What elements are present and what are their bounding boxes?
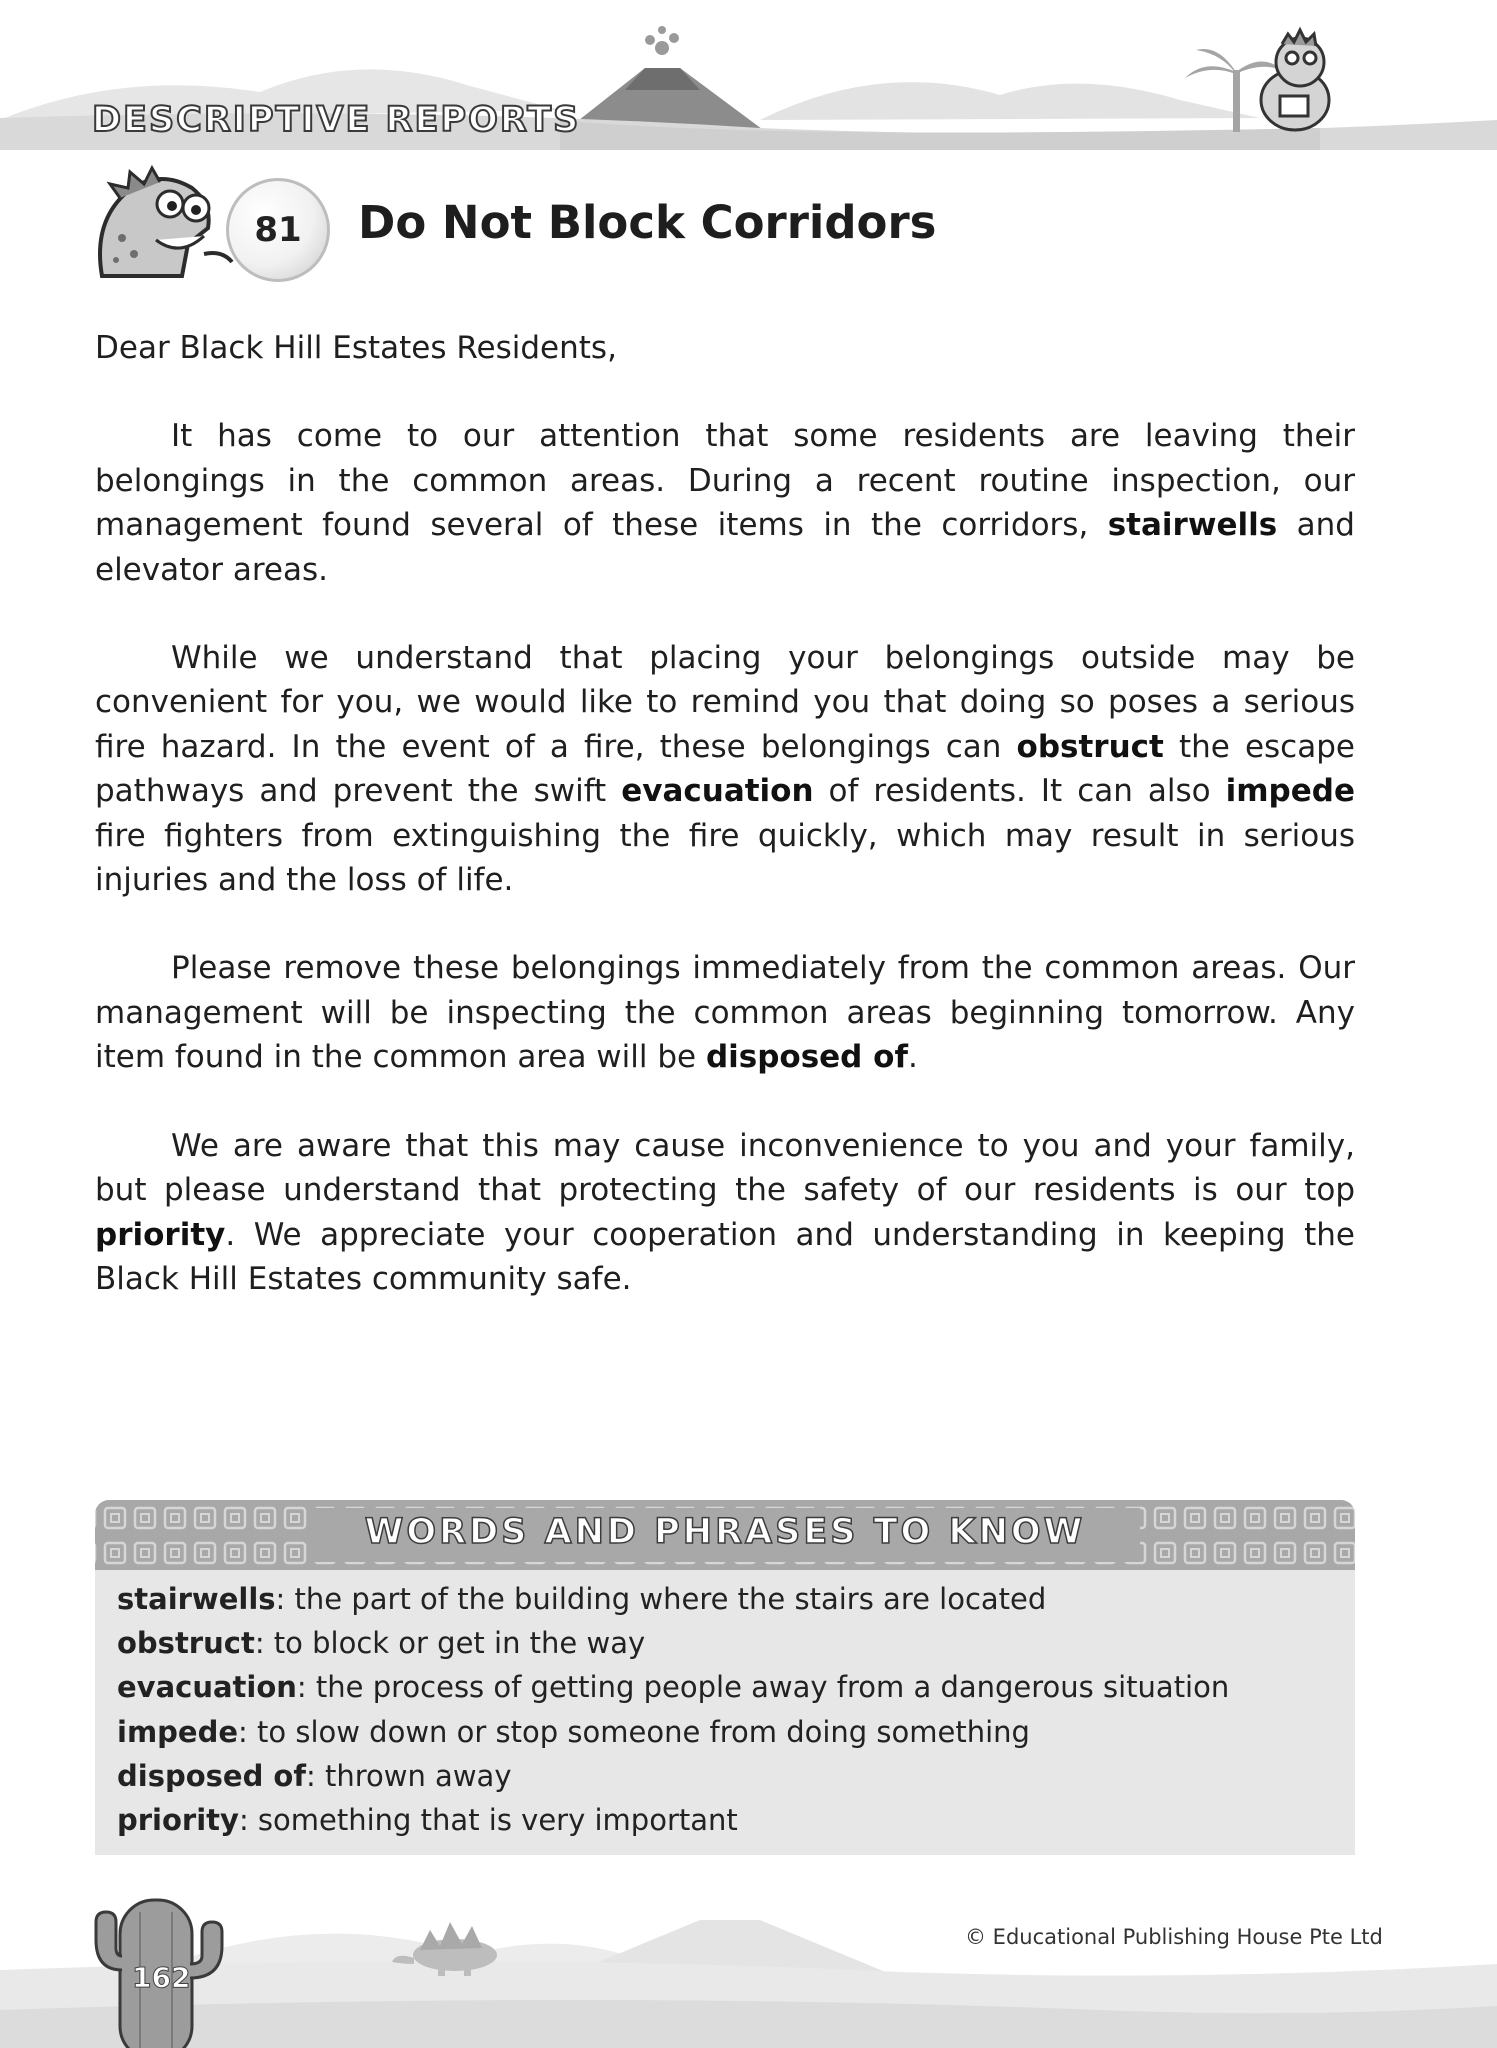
letter-paragraph (95, 636, 1355, 902)
keyword: stairwells (1107, 507, 1278, 544)
dinosaur-mascot-icon (1261, 30, 1329, 130)
vocabulary-list (117, 1577, 1337, 1842)
dinosaur-mascot-icon (92, 158, 242, 288)
page-title: Do Not Block Corridors (358, 196, 937, 249)
keyword: disposed of (705, 1039, 908, 1076)
vocabulary-definition: : thrown away (305, 1758, 512, 1793)
vocabulary-item (117, 1754, 1337, 1798)
letter-body (95, 326, 1355, 1345)
letter-salutation: Dear Black Hill Estates Residents, (95, 330, 617, 366)
copyright-notice: © Educational Publishing House Pte Ltd (965, 1925, 1383, 1949)
paragraph-text: We are aware that this may cause inconvenience to you and your family, but please understand that protecting the safety of our residents is our top (95, 1127, 1355, 1209)
vocabulary-definition: : to block or get in the way (254, 1626, 646, 1661)
vocabulary-term: obstruct (117, 1626, 255, 1661)
vocabulary-heading: WORDS AND PHRASES TO KNOW (364, 1512, 1086, 1552)
letter-paragraph (95, 946, 1355, 1079)
paragraph-text: It has come to our attention that some residents are leaving their belongings in the common areas. During a recent routine inspection, our management found several of these items in the corridors, (95, 418, 1355, 544)
paragraph-text: of residents. It can also (813, 773, 1226, 810)
keyword: evacuation (621, 773, 814, 810)
vocabulary-term: stairwells (117, 1582, 276, 1616)
volcano-icon (560, 26, 770, 135)
keyword: obstruct (1016, 728, 1164, 765)
paragraph-text: Please remove these belongings immediately from the common areas. Our management will be inspecting the common areas beginning tomorrow. Any item found in the common area will be (95, 950, 1355, 1076)
vocabulary-definition: : to slow down or stop someone from doing something (238, 1714, 1030, 1749)
keyword: priority (95, 1216, 226, 1253)
paragraph-text: . We appreciate your cooperation and understanding in keeping the Black Hill Estates community safe. (95, 1216, 1355, 1297)
footer-banner (0, 1860, 1497, 2048)
vocabulary-definition: : something that is very important (238, 1803, 738, 1838)
vocabulary-header-band (95, 1500, 1355, 1570)
letter-paragraph (95, 1124, 1355, 1302)
vocabulary-item (117, 1621, 1337, 1665)
vocabulary-term: disposed of (117, 1758, 306, 1793)
vocabulary-item (117, 1577, 1337, 1621)
vocabulary-definition: : the process of getting people away from a dangerous situation (296, 1670, 1230, 1705)
vocabulary-term: priority (117, 1803, 239, 1838)
section-label: DESCRIPTIVE REPORTS (92, 100, 581, 140)
keyword: impede (1225, 773, 1355, 810)
vocabulary-item (117, 1798, 1337, 1842)
vocabulary-definition: : the part of the building where the stairs are located (275, 1582, 1047, 1616)
chapter-number-badge: 81 (226, 178, 330, 282)
paragraph-text: and elevator areas. (95, 507, 1355, 588)
vocabulary-term: evacuation (117, 1670, 297, 1705)
paragraph-text: fire fighters from extinguishing the fire quickly, which may result in serious injuries and the loss of life. (95, 817, 1355, 899)
paragraph-text: While we understand that placing your belongings outside may be convenient for you, we would like to remind you that doing so poses a serious fire hazard. In the event of a fire, these belongings can (95, 640, 1355, 765)
letter-paragraph (95, 414, 1355, 592)
vocabulary-item (117, 1665, 1337, 1709)
paragraph-text: . (907, 1039, 918, 1076)
vocabulary-item (117, 1710, 1337, 1754)
vocabulary-term: impede (117, 1714, 239, 1749)
paragraph-text: the escape pathways and prevent the swift (95, 728, 1355, 810)
page-number: 162 (132, 1961, 191, 1994)
vocabulary-box (95, 1500, 1355, 1855)
